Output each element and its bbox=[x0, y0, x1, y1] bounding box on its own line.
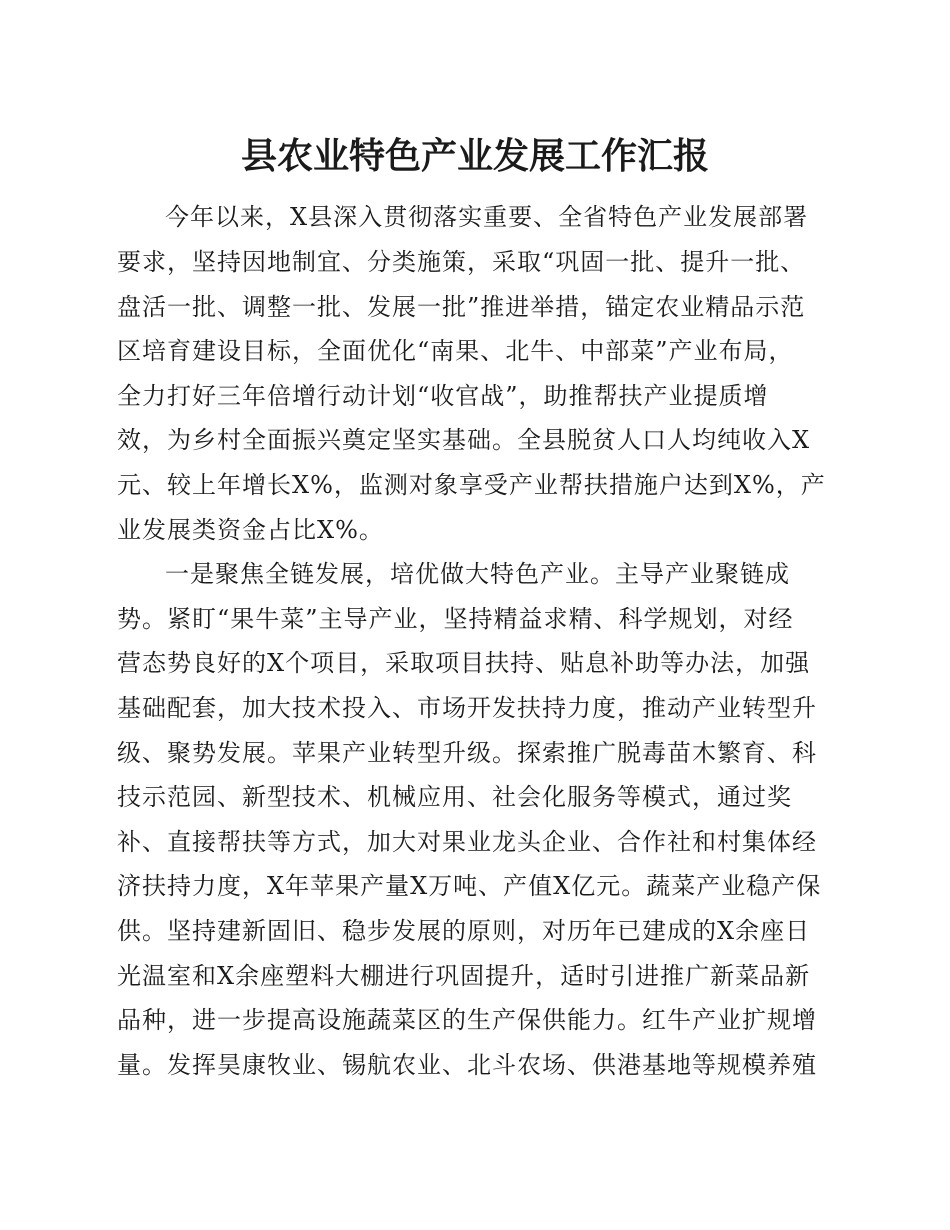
paragraph-line: 元、较上年增长X%，监测对象享受产业帮扶措施户达到X%，产 bbox=[117, 471, 826, 499]
paragraph-line: 济扶持力度，X年苹果产量X万吨、产值X亿元。蔬菜产业稳产保 bbox=[117, 872, 822, 900]
paragraph-line: 品种，进一步提高设施蔬菜区的生产保供能力。红牛产业扩规增 bbox=[117, 1006, 817, 1034]
paragraph-line: 今年以来，X县深入贯彻落实重要、全省特色产业发展部署 bbox=[165, 203, 809, 231]
paragraph-line: 技示范园、新型技术、机械应用、社会化服务等模式，通过奖 bbox=[117, 783, 792, 811]
paragraph-line: 量。发挥昊康牧业、锡航农业、北斗农场、供港基地等规模养殖 bbox=[117, 1051, 817, 1079]
paragraph-line: 供。坚持建新固旧、稳步发展的原则，对历年已建成的X余座日 bbox=[117, 917, 811, 945]
paragraph-line: 效，为乡村全面振兴奠定坚实基础。全县脱贫人口人均纯收入X bbox=[117, 426, 811, 454]
paragraph-line: 业发展类资金占比X%。 bbox=[117, 516, 384, 544]
paragraph-line: 级、聚势发展。苹果产业转型升级。探索推广脱毒苗木繁育、科 bbox=[117, 739, 817, 767]
paragraph-line: 基础配套，加大技术投入、市场开发扶持力度，推动产业转型升 bbox=[117, 694, 817, 722]
paragraph-line: 区培育建设目标，全面优化“南果、北牛、中部菜”产业布局， bbox=[117, 337, 794, 365]
paragraph-line: 营态势良好的X个项目，采取项目扶持、贴息补助等办法，加强 bbox=[117, 649, 811, 677]
paragraph-line: 盘活一批、调整一批、发展一批”推进举措，锚定农业精品示范 bbox=[117, 293, 806, 321]
paragraph-line: 一是聚焦全链发展，培优做大特色产业。主导产业聚链成 bbox=[165, 560, 790, 588]
paragraph-line: 要求，坚持因地制宜、分类施策，采取“巩固一批、提升一批、 bbox=[117, 248, 806, 276]
paragraph-line: 补、直接帮扶等方式，加大对果业龙头企业、合作社和村集体经 bbox=[117, 828, 817, 856]
paragraph-line: 势。紧盯“果牛菜”主导产业，坚持精益求精、科学规划，对经 bbox=[117, 605, 794, 633]
paragraph-line: 光温室和X余座塑料大棚进行巩固提升，适时引进推广新菜品新 bbox=[117, 962, 811, 990]
paragraph-line: 全力打好三年倍增行动计划“收官战”，助推帮扶产业提质增 bbox=[117, 382, 769, 410]
document-title: 县农业特色产业发展工作汇报 bbox=[240, 135, 709, 177]
